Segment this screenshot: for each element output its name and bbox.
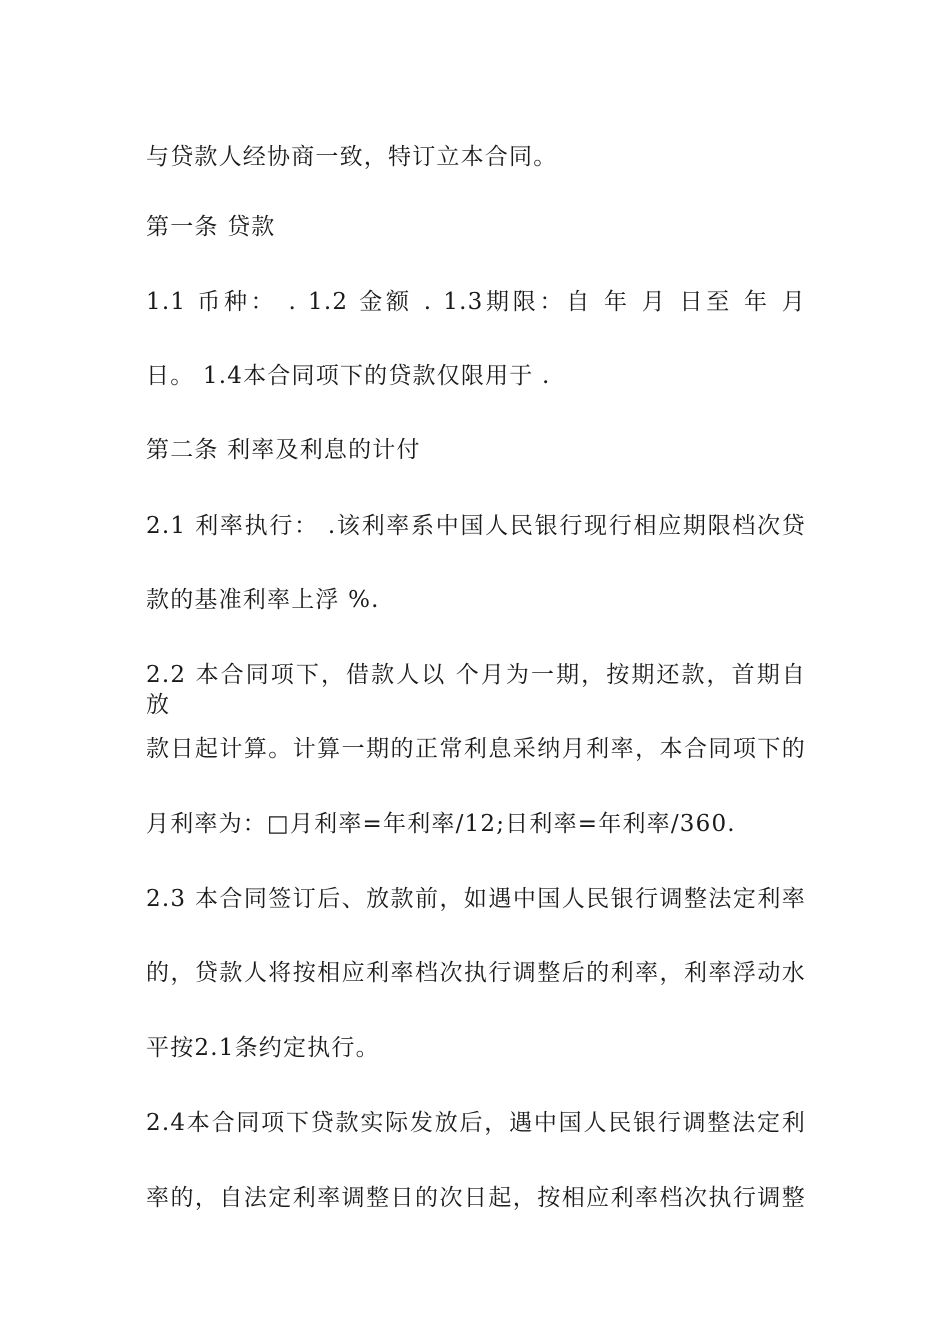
- text-line-2-2: 2.2 本合同项下，借款人以 个月为一期，按期还款，首期自放: [146, 662, 806, 718]
- text-line-2-2-cont-2: 月利率为：□月利率=年利率/12;日利率=年利率/360.: [146, 811, 736, 837]
- text-line-2-1: 2.1 利率执行： .该利率系中国人民银行现行相应期限档次贷: [146, 513, 806, 539]
- article-1-heading: 第一条 贷款: [146, 214, 276, 240]
- text-line-2-1-cont: 款的基准利率上浮 %.: [146, 587, 380, 613]
- text-line-2-3-cont-1: 的，贷款人将按相应利率档次执行调整后的利率，利率浮动水: [146, 960, 806, 986]
- text-line-intro: 与贷款人经协商一致，特订立本合同。: [146, 144, 558, 170]
- text-line-2-2-cont-1: 款日起计算。计算一期的正常利息采纳月利率，本合同项下的: [146, 736, 806, 762]
- text-line-1-4: 日。 1.4本合同项下的贷款仅限用于 .: [146, 363, 551, 389]
- article-2-heading: 第二条 利率及利息的计付: [146, 437, 421, 463]
- text-line-2-4: 2.4本合同项下贷款实际发放后，遇中国人民银行调整法定利: [146, 1110, 806, 1136]
- text-line-2-4-cont: 率的，自法定利率调整日的次日起，按相应利率档次执行调整: [146, 1185, 806, 1211]
- text-line-2-3: 2.3 本合同签订后、放款前，如遇中国人民银行调整法定利率: [146, 886, 806, 912]
- text-line-2-3-cont-2: 平按2.1条约定执行。: [146, 1035, 380, 1061]
- text-line-1-1: 1.1 币种： . 1.2 金额 . 1.3期限：自 年 月 日至 年 月: [146, 289, 806, 315]
